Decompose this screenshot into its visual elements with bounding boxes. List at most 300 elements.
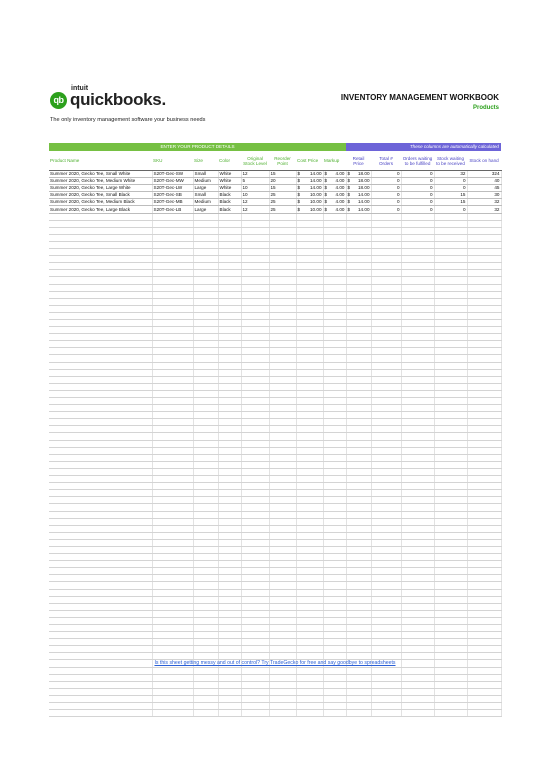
empty-cell[interactable] [193,603,218,610]
empty-cell[interactable] [241,291,269,298]
empty-cell[interactable] [467,213,501,220]
empty-cell[interactable] [269,532,296,539]
empty-cell[interactable] [346,561,371,568]
empty-cell[interactable] [296,461,323,468]
empty-cell[interactable] [218,468,241,475]
empty-cell[interactable] [467,617,501,624]
empty-cell[interactable] [218,653,241,660]
empty-cell[interactable] [434,539,467,546]
table-cell[interactable]: 12 [241,199,269,206]
empty-cell[interactable] [296,617,323,624]
empty-cell[interactable] [193,546,218,553]
table-cell[interactable]: 40 [467,178,501,185]
empty-cell[interactable] [218,511,241,518]
empty-cell[interactable] [218,312,241,319]
empty-cell[interactable] [323,383,346,390]
empty-cell[interactable] [323,674,346,681]
empty-cell[interactable] [193,412,218,419]
empty-cell[interactable] [346,525,371,532]
empty-cell[interactable] [269,710,296,717]
empty-cell[interactable] [371,653,401,660]
table-cell[interactable]: 15 [269,171,296,178]
empty-cell[interactable] [401,447,434,454]
empty-cell[interactable] [401,497,434,504]
empty-cell[interactable] [49,575,152,582]
table-cell[interactable]: 32 [467,199,501,206]
empty-cell[interactable] [434,525,467,532]
empty-cell[interactable] [152,298,193,305]
empty-cell[interactable] [193,312,218,319]
empty-cell[interactable] [296,390,323,397]
empty-cell[interactable] [49,390,152,397]
empty-cell[interactable] [269,241,296,248]
empty-cell[interactable] [49,376,152,383]
empty-cell[interactable] [323,405,346,412]
empty-cell[interactable] [241,525,269,532]
empty-cell[interactable] [467,476,501,483]
empty-cell[interactable] [193,461,218,468]
empty-cell[interactable] [401,369,434,376]
empty-cell[interactable] [467,348,501,355]
empty-cell[interactable] [467,256,501,263]
empty-cell[interactable] [269,362,296,369]
empty-cell[interactable] [49,227,152,234]
empty-cell[interactable] [218,461,241,468]
empty-cell[interactable] [434,234,467,241]
empty-cell[interactable] [346,589,371,596]
empty-cell[interactable] [371,241,401,248]
empty-cell[interactable] [152,617,193,624]
empty-cell[interactable] [218,539,241,546]
empty-cell[interactable] [296,220,323,227]
empty-cell[interactable] [241,639,269,646]
empty-cell[interactable] [193,539,218,546]
empty-cell[interactable] [346,596,371,603]
empty-cell[interactable] [269,234,296,241]
empty-cell[interactable] [241,617,269,624]
empty-cell[interactable] [323,355,346,362]
empty-cell[interactable] [241,703,269,710]
empty-cell[interactable] [323,398,346,405]
empty-cell[interactable] [241,305,269,312]
empty-cell[interactable] [296,291,323,298]
empty-cell[interactable] [296,312,323,319]
empty-cell[interactable] [323,447,346,454]
empty-cell[interactable] [296,319,323,326]
empty-cell[interactable] [346,284,371,291]
empty-cell[interactable] [346,440,371,447]
empty-cell[interactable] [49,546,152,553]
empty-cell[interactable] [49,589,152,596]
empty-cell[interactable] [269,440,296,447]
empty-cell[interactable] [296,575,323,582]
empty-cell[interactable] [323,234,346,241]
empty-cell[interactable] [152,362,193,369]
empty-cell[interactable] [218,610,241,617]
empty-cell[interactable] [401,433,434,440]
empty-cell[interactable] [193,241,218,248]
empty-cell[interactable] [49,440,152,447]
empty-cell[interactable] [346,426,371,433]
empty-cell[interactable] [152,667,193,674]
empty-cell[interactable] [241,653,269,660]
empty-cell[interactable] [49,483,152,490]
empty-cell[interactable] [269,312,296,319]
empty-cell[interactable] [296,348,323,355]
empty-cell[interactable] [49,710,152,717]
empty-cell[interactable] [371,348,401,355]
empty-cell[interactable] [49,625,152,632]
empty-cell[interactable] [323,454,346,461]
empty-cell[interactable] [296,582,323,589]
empty-cell[interactable] [218,504,241,511]
empty-cell[interactable] [371,688,401,695]
empty-cell[interactable] [269,298,296,305]
empty-cell[interactable] [434,227,467,234]
empty-cell[interactable] [371,284,401,291]
empty-cell[interactable] [218,525,241,532]
empty-cell[interactable] [401,554,434,561]
empty-cell[interactable] [467,546,501,553]
empty-cell[interactable] [218,639,241,646]
empty-cell[interactable] [467,284,501,291]
empty-cell[interactable] [218,298,241,305]
table-cell[interactable]: Medium [193,178,218,185]
table-cell[interactable] [296,206,323,213]
empty-cell[interactable] [401,674,434,681]
empty-cell[interactable] [49,298,152,305]
empty-cell[interactable] [152,674,193,681]
empty-cell[interactable] [152,383,193,390]
empty-cell[interactable] [269,603,296,610]
empty-cell[interactable] [152,461,193,468]
empty-cell[interactable] [241,383,269,390]
empty-cell[interactable] [434,249,467,256]
empty-cell[interactable] [241,249,269,256]
empty-cell[interactable] [371,546,401,553]
empty-cell[interactable] [218,256,241,263]
empty-cell[interactable] [241,312,269,319]
empty-cell[interactable] [152,369,193,376]
empty-cell[interactable] [296,419,323,426]
empty-cell[interactable] [371,256,401,263]
empty-cell[interactable] [401,227,434,234]
empty-cell[interactable] [401,390,434,397]
empty-cell[interactable] [49,270,152,277]
empty-cell[interactable] [218,234,241,241]
empty-cell[interactable] [152,575,193,582]
empty-cell[interactable] [346,341,371,348]
empty-cell[interactable] [241,483,269,490]
empty-cell[interactable] [241,334,269,341]
table-cell[interactable]: 5 [241,178,269,185]
empty-cell[interactable] [467,561,501,568]
empty-cell[interactable] [434,610,467,617]
empty-cell[interactable] [296,383,323,390]
empty-cell[interactable] [218,405,241,412]
empty-cell[interactable] [371,504,401,511]
empty-cell[interactable] [323,334,346,341]
empty-cell[interactable] [323,461,346,468]
empty-cell[interactable] [323,539,346,546]
empty-cell[interactable] [152,405,193,412]
empty-cell[interactable] [241,674,269,681]
empty-cell[interactable] [467,341,501,348]
empty-cell[interactable] [49,653,152,660]
empty-cell[interactable] [269,525,296,532]
table-cell[interactable]: Summer 2020, Gecko Tee, Small White [49,171,152,178]
empty-cell[interactable] [401,263,434,270]
table-cell[interactable]: White [218,171,241,178]
empty-cell[interactable] [269,589,296,596]
empty-cell[interactable] [218,688,241,695]
empty-cell[interactable] [218,213,241,220]
empty-cell[interactable] [193,504,218,511]
empty-cell[interactable] [218,355,241,362]
empty-cell[interactable] [467,298,501,305]
empty-cell[interactable] [434,284,467,291]
empty-cell[interactable] [152,554,193,561]
empty-cell[interactable] [467,596,501,603]
empty-cell[interactable] [269,596,296,603]
empty-cell[interactable] [434,263,467,270]
empty-cell[interactable] [241,412,269,419]
empty-cell[interactable] [269,454,296,461]
empty-cell[interactable] [193,632,218,639]
empty-cell[interactable] [371,369,401,376]
empty-cell[interactable] [371,532,401,539]
empty-cell[interactable] [401,625,434,632]
empty-cell[interactable] [193,497,218,504]
empty-cell[interactable] [371,376,401,383]
empty-cell[interactable] [269,305,296,312]
empty-cell[interactable] [49,639,152,646]
empty-cell[interactable] [152,625,193,632]
empty-cell[interactable] [371,390,401,397]
empty-cell[interactable] [434,348,467,355]
empty-cell[interactable] [49,688,152,695]
empty-cell[interactable] [152,419,193,426]
empty-cell[interactable] [346,312,371,319]
empty-cell[interactable] [269,319,296,326]
empty-cell[interactable] [49,369,152,376]
empty-cell[interactable] [152,234,193,241]
empty-cell[interactable] [371,525,401,532]
empty-cell[interactable] [371,674,401,681]
empty-cell[interactable] [346,639,371,646]
empty-cell[interactable] [269,447,296,454]
empty-cell[interactable] [269,270,296,277]
empty-cell[interactable] [241,327,269,334]
empty-cell[interactable] [193,298,218,305]
empty-cell[interactable] [296,334,323,341]
empty-cell[interactable] [323,241,346,248]
empty-cell[interactable] [323,504,346,511]
empty-cell[interactable] [241,561,269,568]
empty-cell[interactable] [49,398,152,405]
empty-cell[interactable] [152,476,193,483]
empty-cell[interactable] [401,596,434,603]
empty-cell[interactable] [371,213,401,220]
empty-cell[interactable] [269,213,296,220]
empty-cell[interactable] [371,412,401,419]
empty-cell[interactable] [241,298,269,305]
table-cell[interactable]: 0 [401,199,434,206]
empty-cell[interactable] [49,561,152,568]
empty-cell[interactable] [296,440,323,447]
empty-cell[interactable] [241,263,269,270]
empty-cell[interactable] [401,298,434,305]
empty-cell[interactable] [49,433,152,440]
empty-cell[interactable] [346,241,371,248]
empty-cell[interactable] [371,440,401,447]
empty-cell[interactable] [193,625,218,632]
empty-cell[interactable] [401,695,434,702]
empty-cell[interactable] [323,554,346,561]
empty-cell[interactable] [323,575,346,582]
empty-cell[interactable] [241,546,269,553]
empty-cell[interactable] [269,419,296,426]
empty-cell[interactable] [296,298,323,305]
empty-cell[interactable] [193,327,218,334]
empty-cell[interactable] [467,220,501,227]
empty-cell[interactable] [371,582,401,589]
empty-cell[interactable] [401,334,434,341]
empty-cell[interactable] [241,256,269,263]
empty-cell[interactable] [296,568,323,575]
empty-cell[interactable] [434,695,467,702]
empty-cell[interactable] [323,390,346,397]
empty-cell[interactable] [49,454,152,461]
table-cell[interactable] [346,206,371,213]
empty-cell[interactable] [269,632,296,639]
empty-cell[interactable] [49,568,152,575]
empty-cell[interactable] [241,241,269,248]
table-cell[interactable]: Summer 2020, Gecko Tee, Medium White [49,178,152,185]
table-cell[interactable]: 10 [241,185,269,192]
empty-cell[interactable] [323,249,346,256]
table-cell[interactable]: Medium [193,199,218,206]
empty-cell[interactable] [401,426,434,433]
empty-cell[interactable] [323,511,346,518]
empty-cell[interactable] [401,610,434,617]
empty-cell[interactable] [49,341,152,348]
empty-cell[interactable] [401,241,434,248]
empty-cell[interactable] [323,703,346,710]
empty-cell[interactable] [152,213,193,220]
empty-cell[interactable] [434,291,467,298]
empty-cell[interactable] [193,284,218,291]
empty-cell[interactable] [434,312,467,319]
empty-cell[interactable] [323,440,346,447]
empty-cell[interactable] [434,277,467,284]
empty-cell[interactable] [323,256,346,263]
empty-cell[interactable] [346,305,371,312]
table-cell[interactable]: Summer 2020, Gecko Tee, Large White [49,185,152,192]
empty-cell[interactable] [49,554,152,561]
empty-cell[interactable] [218,277,241,284]
empty-cell[interactable] [401,305,434,312]
empty-cell[interactable] [49,284,152,291]
table-cell[interactable]: 15 [269,185,296,192]
empty-cell[interactable] [371,561,401,568]
empty-cell[interactable] [401,270,434,277]
empty-cell[interactable] [401,249,434,256]
table-cell[interactable]: 45 [467,185,501,192]
empty-cell[interactable] [346,511,371,518]
empty-cell[interactable] [401,284,434,291]
empty-cell[interactable] [467,483,501,490]
empty-cell[interactable] [434,483,467,490]
empty-cell[interactable] [401,220,434,227]
empty-cell[interactable] [241,433,269,440]
empty-cell[interactable] [371,398,401,405]
empty-cell[interactable] [49,312,152,319]
empty-cell[interactable] [193,610,218,617]
empty-cell[interactable] [401,532,434,539]
empty-cell[interactable] [152,390,193,397]
empty-cell[interactable] [401,681,434,688]
empty-cell[interactable] [152,327,193,334]
empty-cell[interactable] [467,525,501,532]
empty-cell[interactable] [241,362,269,369]
empty-cell[interactable] [346,291,371,298]
empty-cell[interactable] [434,632,467,639]
empty-cell[interactable] [241,695,269,702]
empty-cell[interactable] [371,447,401,454]
empty-cell[interactable] [401,256,434,263]
empty-cell[interactable] [269,468,296,475]
empty-cell[interactable] [241,632,269,639]
empty-cell[interactable] [193,674,218,681]
empty-cell[interactable] [323,327,346,334]
empty-cell[interactable] [241,511,269,518]
empty-cell[interactable] [218,575,241,582]
table-cell[interactable] [296,171,323,178]
empty-cell[interactable] [152,681,193,688]
empty-cell[interactable] [269,390,296,397]
empty-cell[interactable] [434,625,467,632]
empty-cell[interactable] [346,433,371,440]
table-cell[interactable]: Large [193,206,218,213]
empty-cell[interactable] [434,674,467,681]
empty-cell[interactable] [193,639,218,646]
empty-cell[interactable] [323,270,346,277]
empty-cell[interactable] [269,639,296,646]
empty-cell[interactable] [323,617,346,624]
empty-cell[interactable] [401,454,434,461]
empty-cell[interactable] [296,561,323,568]
empty-cell[interactable] [269,334,296,341]
empty-cell[interactable] [193,596,218,603]
empty-cell[interactable] [323,298,346,305]
empty-cell[interactable] [218,220,241,227]
empty-cell[interactable] [434,653,467,660]
empty-cell[interactable] [152,249,193,256]
empty-cell[interactable] [371,319,401,326]
empty-cell[interactable] [401,582,434,589]
table-cell[interactable] [346,171,371,178]
empty-cell[interactable] [467,639,501,646]
empty-cell[interactable] [346,617,371,624]
empty-cell[interactable] [193,263,218,270]
empty-cell[interactable] [193,554,218,561]
empty-cell[interactable] [323,653,346,660]
empty-cell[interactable] [296,426,323,433]
empty-cell[interactable] [296,667,323,674]
empty-cell[interactable] [296,277,323,284]
empty-cell[interactable] [241,554,269,561]
